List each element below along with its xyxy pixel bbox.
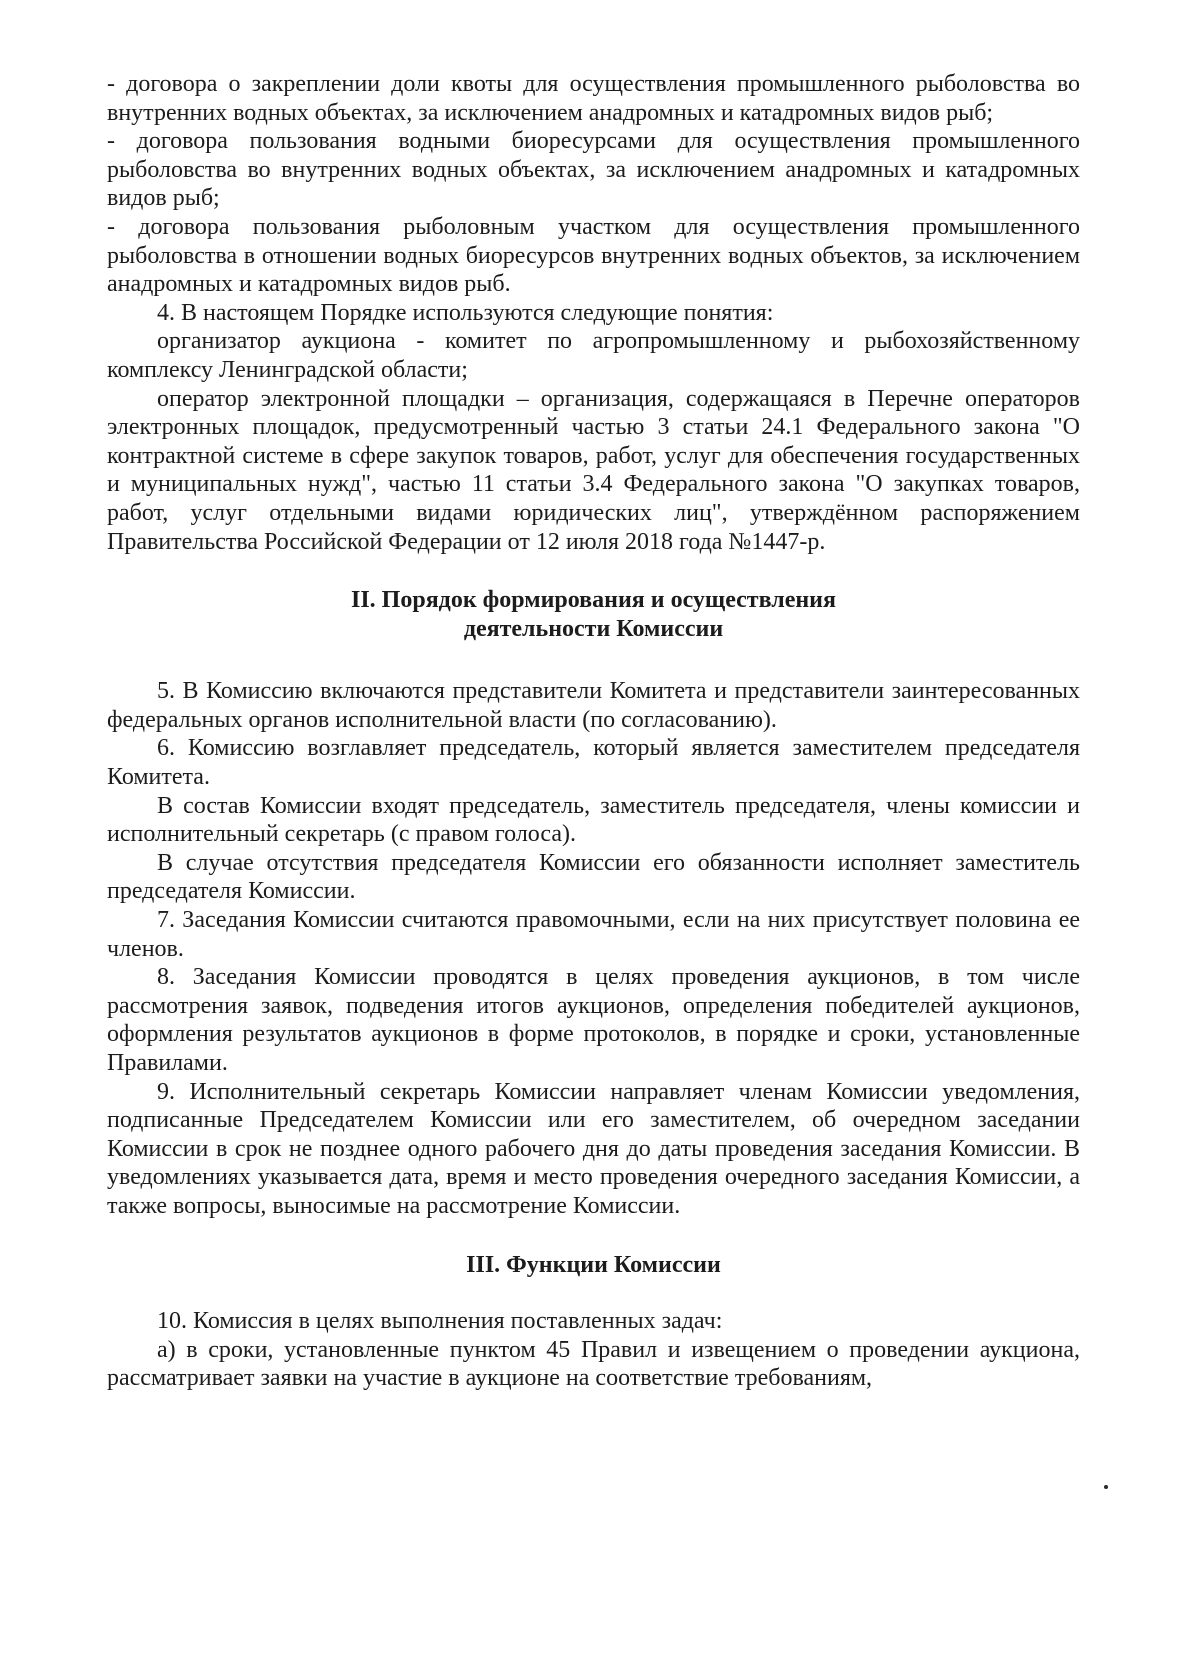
paragraph-6-composition: В состав Комиссии входят председатель, заместитель председателя, члены комиссии и исполнительный секретарь (с правом голоса).	[107, 792, 1080, 848]
section-heading-3-line-1: III. Функции Комиссии	[466, 1251, 721, 1278]
paragraph-6: 6. Комиссию возглавляет председатель, который является заместителем председателя Комитета.	[107, 735, 1080, 791]
paragraph-10-a: а) в сроки, установленные пунктом 45 Правил и извещением о проведении аукциона, рассматривает заявки на участие в аукционе на соответствие требованиям,	[107, 1336, 1080, 1392]
paragraph-7: 7. Заседания Комиссии считаются правомочными, если на них присутствует половина ее членов.	[107, 907, 1080, 962]
section-heading-2-line-1: II. Порядок формирования и осуществления	[351, 587, 836, 614]
paragraph-4: 4. В настоящем Порядке используются следующие понятия:	[157, 299, 774, 326]
paragraph-list-item-2: - договора пользования водными биоресурсами для осуществления промышленного рыболовства во внутренних водных объектах, за исключением анадромных и катадромных видов рыб;	[107, 128, 1080, 212]
document-body	[107, 70, 1080, 1393]
section-heading-3	[107, 1251, 1080, 1280]
section-heading-2-line-2: деятельности Комиссии	[463, 615, 724, 642]
paragraph-8: 8. Заседания Комиссии проводятся в целях проведения аукционов, в том числе рассмотрения заявок, подведения итогов аукционов, определения победителей аукционов, оформления результатов аукционов в форме протоколов, в порядке и сроки, установленные Правилами.	[107, 964, 1080, 1076]
paragraph-6-absence: В случае отсутствия председателя Комиссии его обязанности исполняет заместитель председателя Комиссии.	[107, 849, 1080, 905]
section-heading-2	[107, 586, 1080, 643]
paragraph-9: 9. Исполнительный секретарь Комиссии направляет членам Комиссии уведомления, подписанные Председателем Комиссии или его заместителем, об очередном заседании Комиссии в срок не позднее одного рабочего дня до даты проведения заседания Комиссии. В уведомлениях указывается дата, время и место проведения очередного заседания Комиссии, а также вопросы, выносимые на рассмотрение Комиссии.	[107, 1078, 1080, 1219]
paragraph-10: 10. Комиссия в целях выполнения поставленных задач:	[157, 1308, 723, 1335]
paragraph-5: 5. В Комиссию включаются представители Комитета и представители заинтересованных федеральных органов исполнительной власти (по согласованию).	[107, 678, 1080, 733]
paragraph-list-item-1: - договора о закреплении доли квоты для осуществления промышленного рыболовства во внутренних водных объектах, за исключением анадромных и катадромных видов рыб;	[107, 71, 1080, 126]
paragraph-organizer-definition: организатор аукциона - комитет по агропромышленному и рыбохозяйственному комплексу Ленинградской области;	[107, 328, 1080, 383]
scan-speck-mark	[1104, 1485, 1108, 1489]
paragraph-operator-definition: оператор электронной площадки – организация, содержащаяся в Перечне операторов электронных площадок, предусмотренный частью 3 статьи 24.1 Федерального закона "О контрактной системе в сфере закупок товаров, работ, услуг для обеспечения государственных и муниципальных нужд", частью 11 статьи 3.4 Федерального закона "О закупках товаров, работ, услуг отдельными видами юридических лиц", утверждённом распоряжением Правительства Российской Федерации от 12 июля 2018 года №1447-р.	[107, 385, 1080, 555]
paragraph-list-item-3: - договора пользования рыболовным участком для осуществления промышленного рыболовства в отношении водных биоресурсов внутренних водных объектов, за исключением анадромных и катадромных видов рыб.	[107, 213, 1080, 298]
